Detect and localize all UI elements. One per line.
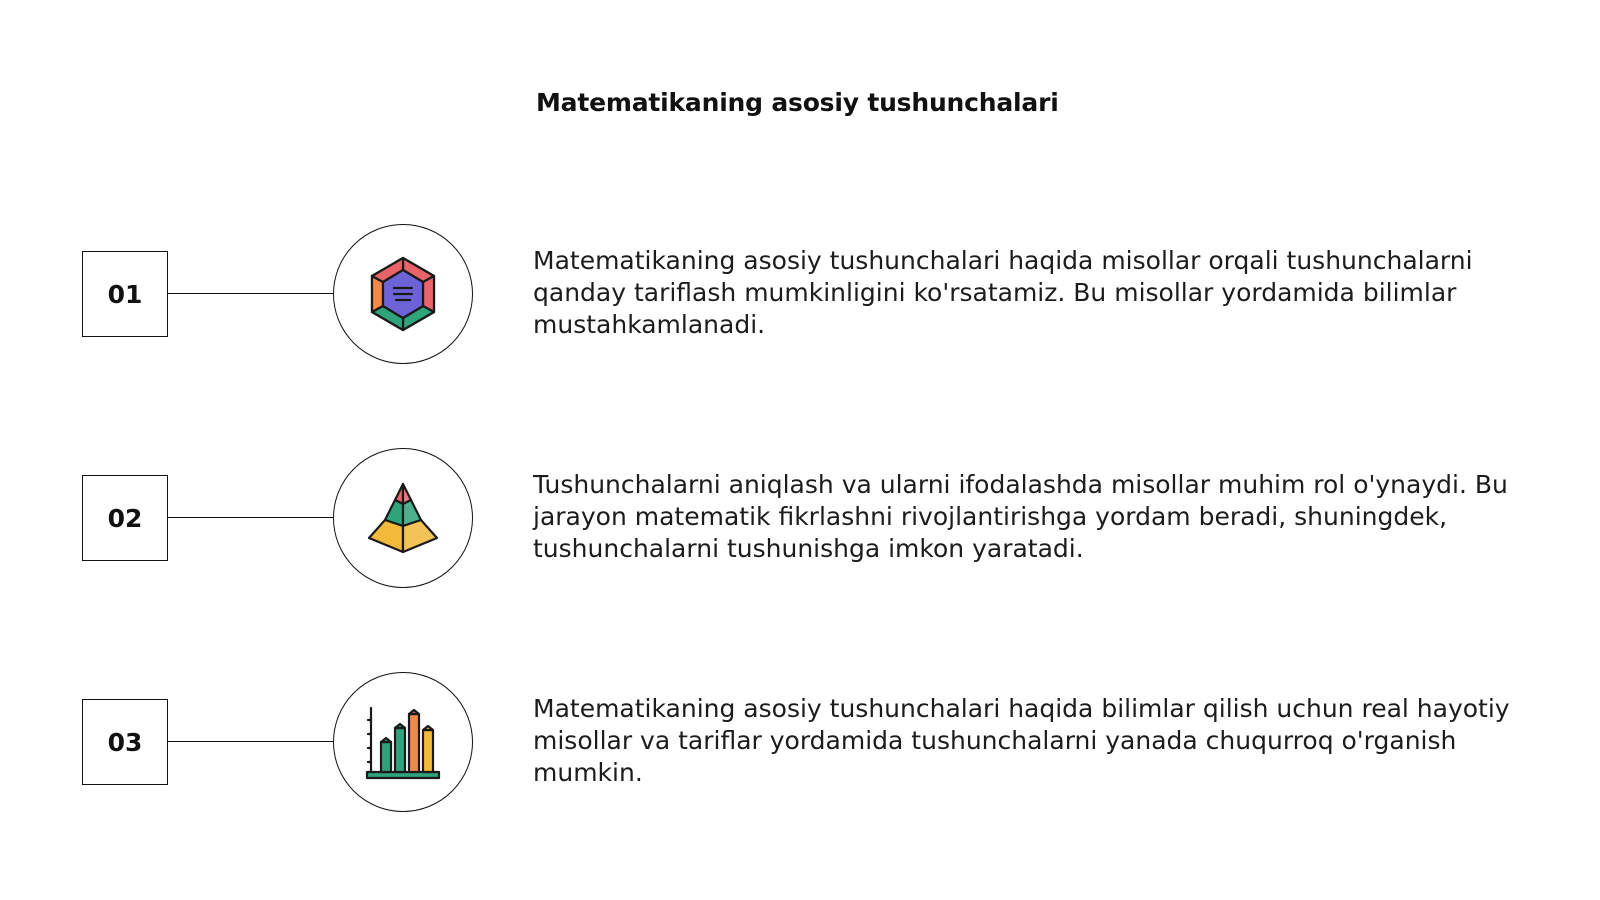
icon-circle — [333, 448, 473, 588]
icon-circle — [333, 672, 473, 812]
step-number-box: 03 — [82, 699, 168, 785]
list-item — [0, 448, 1600, 588]
hexagon-icon — [361, 252, 445, 336]
connector-line — [168, 517, 334, 518]
item-description: Matematikaning asosiy tushunchalari haqida bilimlar qilish uchun real hayotiy misollar va tariflar yordamida tushunchalarni yanada chuqurroq o'rganish mumkin. — [533, 694, 1510, 787]
pyramid-icon — [361, 476, 445, 560]
step-number-box: 01 — [82, 251, 168, 337]
list-item — [0, 224, 1600, 364]
list-item — [0, 672, 1600, 812]
icon-circle — [333, 224, 473, 364]
connector-line — [168, 293, 334, 294]
step-number-box: 02 — [82, 475, 168, 561]
item-description: Tushunchalarni aniqlash va ularni ifodalashda misollar muhim rol o'ynaydi. Bu jarayon matematik fikrlashni rivojlantirishga yordam beradi, shuningdek, tushunchalarni tushunishga imkon yaratadi. — [533, 470, 1508, 563]
connector-line — [168, 741, 334, 742]
item-description: Matematikaning asosiy tushunchalari haqida misollar orqali tushunchalarni qanday tariflash mumkinligini ko'rsatamiz. Bu misollar yordamida bilimlar mustahkamlanadi. — [533, 246, 1473, 339]
bar-chart-icon — [361, 700, 445, 784]
page-title: Matematikaning asosiy tushunchalari — [536, 88, 1059, 117]
